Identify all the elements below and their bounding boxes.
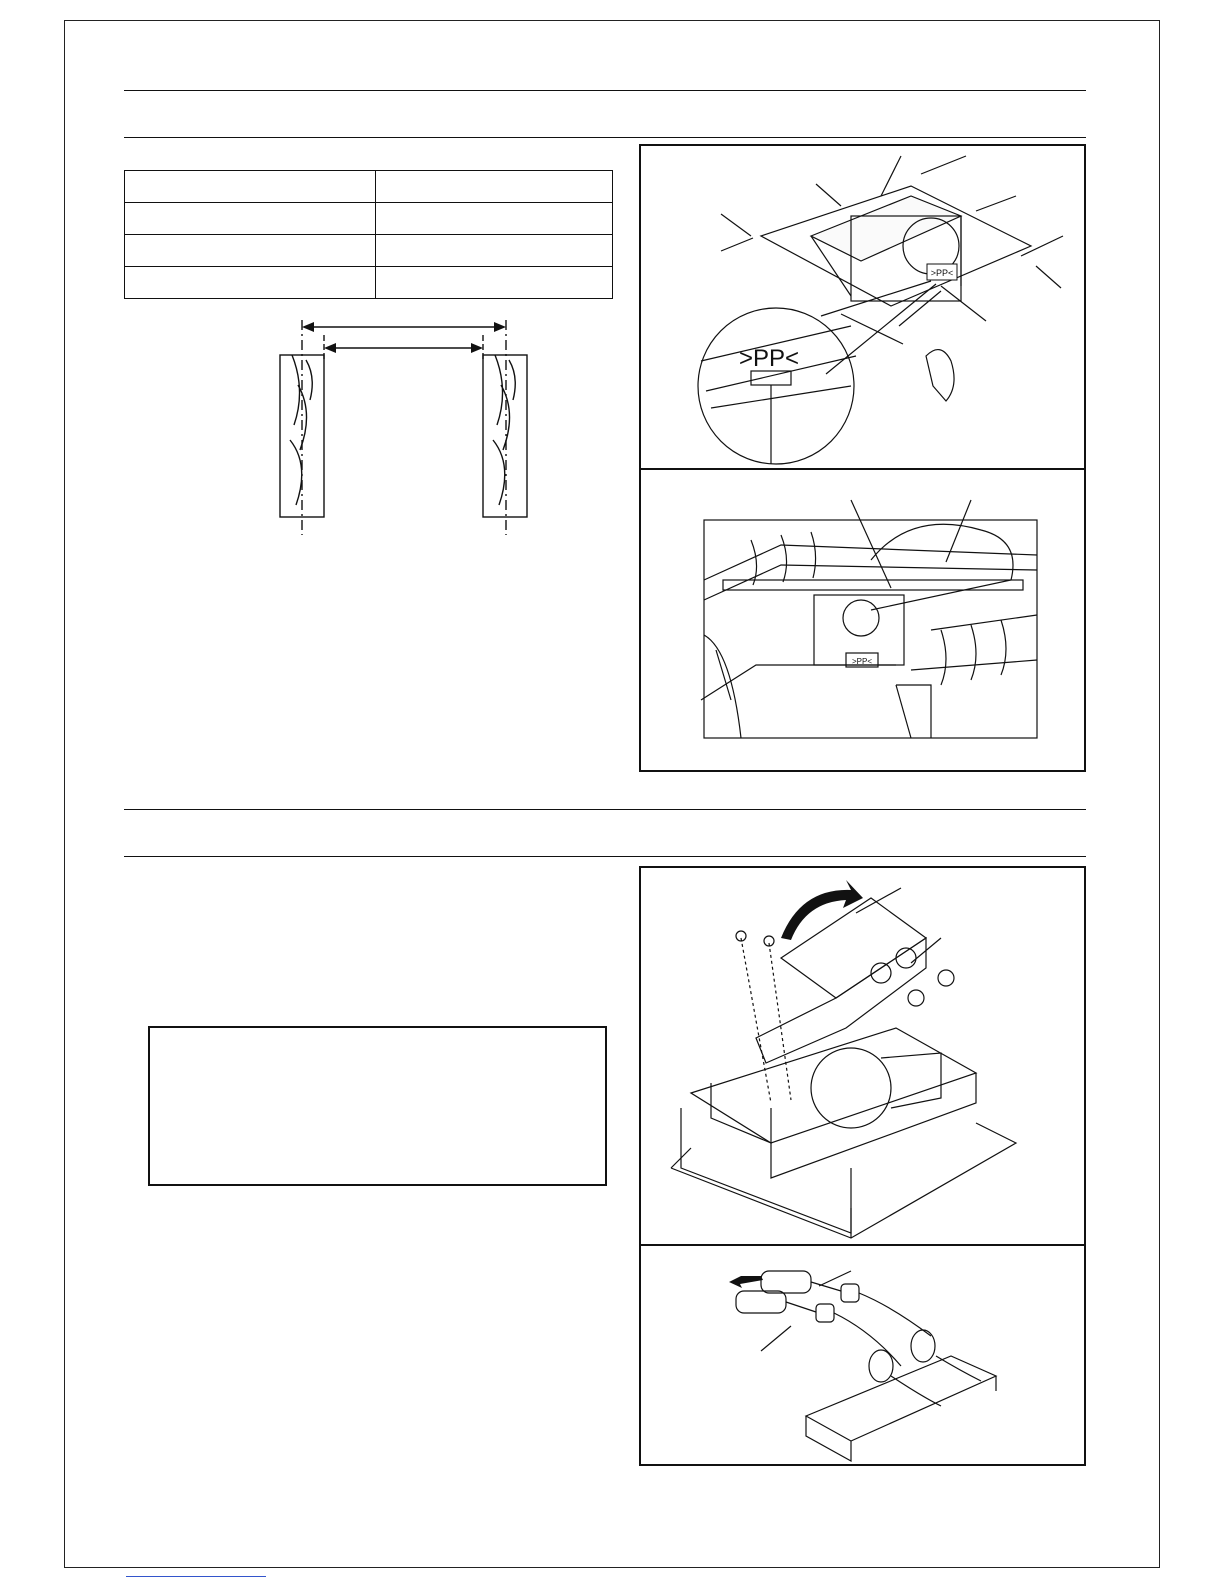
table-row — [125, 171, 613, 203]
table-row — [125, 235, 613, 267]
table-cell — [125, 235, 376, 267]
table-cell — [376, 171, 613, 203]
table-cell — [125, 267, 376, 299]
joist-spacing-diagram — [270, 315, 540, 540]
figure-mounted-between-joists — [639, 468, 1086, 772]
table-cell — [376, 267, 613, 299]
section-rule-top-1 — [124, 90, 1086, 91]
figure-mount-closeup — [639, 144, 1086, 470]
pull-arrow-icon — [729, 1276, 763, 1288]
table-cell — [125, 203, 376, 235]
table-row — [125, 203, 613, 235]
unit-label-closeup: >PP< — [738, 345, 800, 372]
note-box — [148, 1026, 607, 1186]
unit-label-mounted: >PP< — [851, 657, 873, 666]
footer-link-underline — [126, 1576, 266, 1577]
table-cell — [125, 171, 376, 203]
table-row — [125, 267, 613, 299]
section-rule-mid-2 — [124, 856, 1086, 857]
section-rule-mid-1 — [124, 809, 1086, 810]
unit-label-small: >PP< — [930, 268, 954, 278]
figure-wire-harness — [639, 1244, 1086, 1466]
figure-wiring-cover — [639, 866, 1086, 1246]
table-cell — [376, 203, 613, 235]
joist-right — [483, 355, 527, 517]
spec-table — [124, 170, 613, 299]
section-rule-top-2 — [124, 137, 1086, 138]
table-cell — [376, 235, 613, 267]
